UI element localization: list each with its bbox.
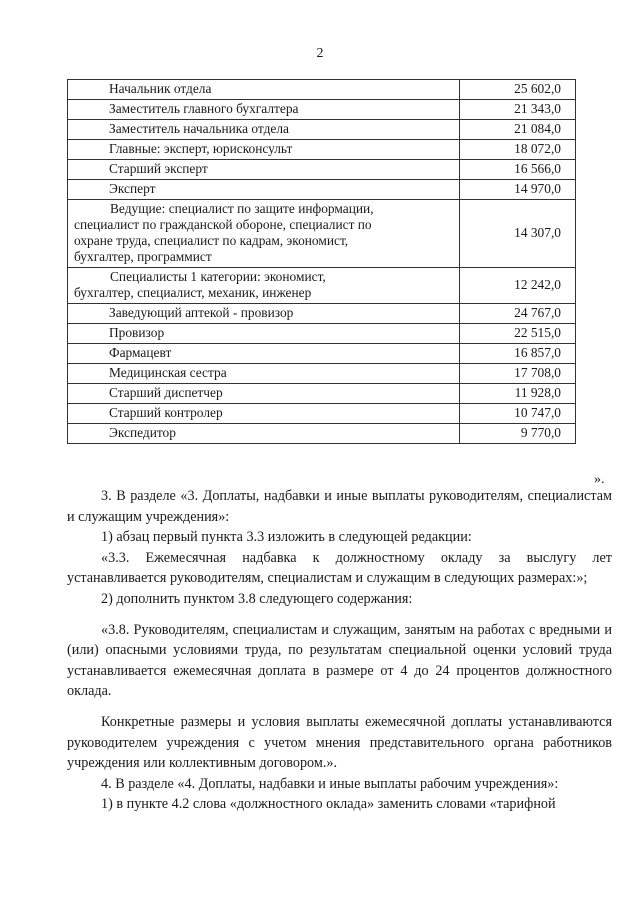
salary-cell: 16 857,0 [460, 344, 576, 364]
position-cell: Экспедитор [68, 424, 460, 444]
salary-cell: 14 307,0 [460, 200, 576, 268]
salary-cell: 24 767,0 [460, 304, 576, 324]
position-cell: Главные: эксперт, юрисконсульт [68, 140, 460, 160]
paragraph: 1) в пункте 4.2 слова «должностного оклада» заменить словами «тарифной [101, 796, 556, 813]
position-line: бухгалтер, программист [74, 249, 212, 264]
position-cell [68, 268, 460, 304]
table-row [68, 200, 576, 268]
salary-cell: 14 970,0 [460, 180, 576, 200]
table-row [68, 424, 576, 444]
paragraph: 2) дополнить пунктом 3.8 следующего содержания: [101, 590, 413, 607]
salary-cell: 10 747,0 [460, 404, 576, 424]
table-row [68, 384, 576, 404]
position-cell: Старший диспетчер [68, 384, 460, 404]
position-cell: Эксперт [68, 180, 460, 200]
salary-cell: 12 242,0 [460, 268, 576, 304]
salary-cell: 21 084,0 [460, 120, 576, 140]
table-row [68, 80, 576, 100]
position-cell: Провизор [68, 324, 460, 344]
position-line: бухгалтер, специалист, механик, инженер [74, 285, 312, 300]
paragraph: 3. В разделе «3. Доплаты, надбавки и иные выплаты руководителям, специалистам и служащим учреждения»: [67, 488, 612, 525]
salary-cell: 25 602,0 [460, 80, 576, 100]
table-row [68, 180, 576, 200]
salary-cell: 21 343,0 [460, 100, 576, 120]
salary-cell: 16 566,0 [460, 160, 576, 180]
table-row [68, 268, 576, 304]
position-line: специалист по гражданской обороне, специалист по [74, 217, 372, 232]
position-cell: Старший эксперт [68, 160, 460, 180]
table-row [68, 404, 576, 424]
salary-cell: 11 928,0 [460, 384, 576, 404]
salary-cell: 18 072,0 [460, 140, 576, 160]
table-row [68, 140, 576, 160]
paragraph: 4. В разделе «4. Доплаты, надбавки и иные выплаты рабочим учреждения»: [101, 775, 559, 792]
paragraph: 1) абзац первый пункта 3.3 изложить в следующей редакции: [101, 529, 472, 546]
table-row [68, 344, 576, 364]
position-line: охране труда, специалист по кадрам, экономист, [74, 233, 349, 248]
salary-cell: 9 770,0 [460, 424, 576, 444]
table-row [68, 324, 576, 344]
table-row [68, 160, 576, 180]
position-cell: Заместитель начальника отдела [68, 120, 460, 140]
position-cell: Фармацевт [68, 344, 460, 364]
position-cell: Старший контролер [68, 404, 460, 424]
paragraph: «3.8. Руководителям, специалистам и служащим, занятым на работах с вредными и (или) опасными условиями труда, по результатам специальной оценки условий труда устанавливается ежемесячная доплата в размере от 4 до 24 процентов должностного оклада. [67, 621, 612, 700]
position-cell: Заместитель главного бухгалтера [68, 100, 460, 120]
position-cell: Медицинская сестра [68, 364, 460, 384]
paragraph: Конкретные размеры и условия выплаты ежемесячной доплаты устанавливаются руководителем учреждения с учетом мнения представительного органа работников учреждения или коллективным договором.». [67, 713, 612, 772]
position-cell: Заведующий аптекой - провизор [68, 304, 460, 324]
document-body [67, 486, 612, 815]
position-line: Ведущие: специалист по защите информации, [110, 201, 374, 216]
position-line: Специалисты 1 категории: экономист, [110, 269, 326, 284]
position-cell: Начальник отдела [68, 80, 460, 100]
position-cell [68, 200, 460, 268]
table-row [68, 100, 576, 120]
salary-cell: 22 515,0 [460, 324, 576, 344]
table-closing-quote: ». [594, 472, 605, 487]
table-row [68, 364, 576, 384]
salary-cell: 17 708,0 [460, 364, 576, 384]
table-row [68, 304, 576, 324]
paragraph: «3.3. Ежемесячная надбавка к должностному окладу за выслугу лет устанавливается руководителям, специалистам и служащим в следующих размерах:»; [67, 549, 612, 587]
salary-table [67, 79, 576, 444]
table-row [68, 120, 576, 140]
page-number: 2 [316, 46, 324, 61]
